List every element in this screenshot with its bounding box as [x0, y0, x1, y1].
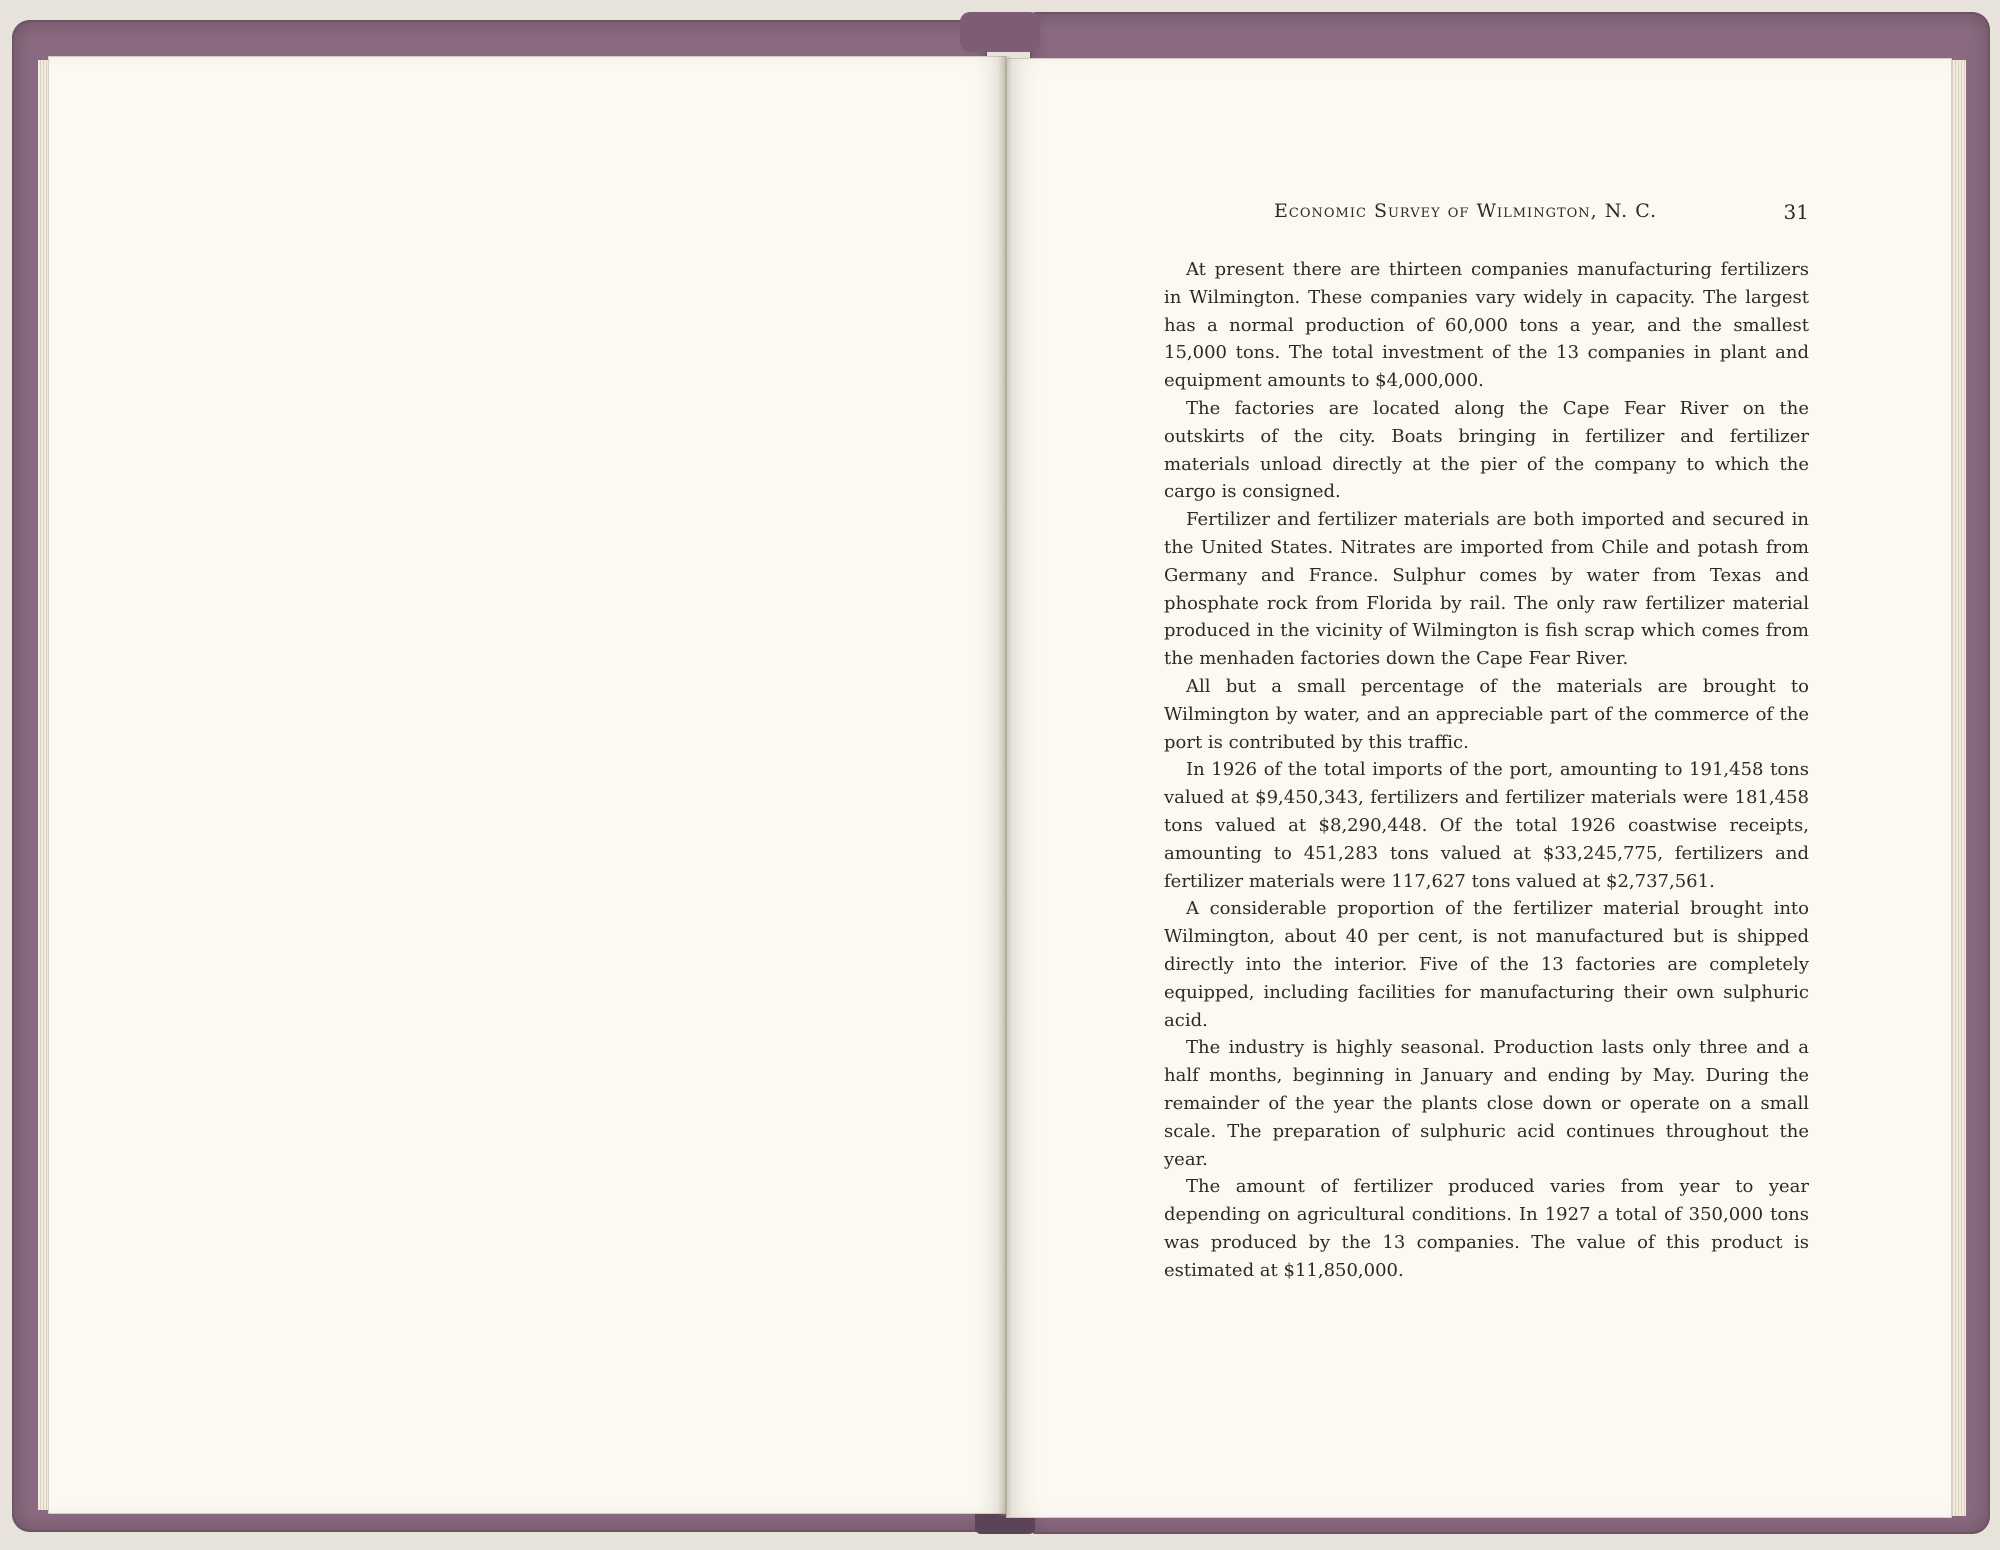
- left-page-edge: [38, 60, 48, 1510]
- paragraph: The industry is highly seasonal. Production lasts only three and a half months, beginning in January and ending by May. During the remainder of the year the plants close down or operate on a small scale. The preparation of sulphuric acid continues throughout the year.: [1164, 1037, 1809, 1170]
- paragraph: All but a small percentage of the materials are brought to Wilmington by water, and an appreciable part of the commerce of the port is contributed by this traffic.: [1164, 675, 1809, 753]
- paragraph: In 1926 of the total imports of the port, amounting to 191,458 tons valued at $9,450,343, fertilizers and fertilizer materials were 181,458 tons valued at $8,290,448. Of the total 1926 coastwise receipts, amounting to 451,283 tons valued at $33,245,775, fertilizers and fertilizer materials were 117,627 tons valued at $2,737,561.: [1164, 759, 1809, 892]
- paragraph: At present there are thirteen companies manufacturing fertilizers in Wilmington. These companies vary widely in capacity. The largest has a normal production of 60,000 tons a year, and the smallest 15,000 tons. The total investment of the 13 companies in plant and equipment amounts to $4,000,000.: [1164, 259, 1809, 392]
- running-head-title: Economic Survey of Wilmington, N. C.: [1274, 200, 1658, 222]
- book-spine-top: [960, 12, 1040, 52]
- body-text: [1164, 256, 1809, 1284]
- book-gutter: [998, 56, 1012, 1516]
- left-page-blank: [48, 56, 1006, 1514]
- right-page-edge: [1952, 60, 1966, 1516]
- paragraph: The factories are located along the Cape Fear River on the outskirts of the city. Boats bringing in fertilizer and fertilizer materials unload directly at the pier of the company to which the cargo is consigned.: [1164, 397, 1809, 503]
- paragraph: Fertilizer and fertilizer materials are both imported and secured in the United States. Nitrates are imported from Chile and potash from Germany and France. Sulphur comes by water from Texas and phosphate rock from Florida by rail. The only raw fertilizer material produced in the vicinity of Wilmington is fish scrap which comes from the menhaden factories down the Cape Fear River.: [1164, 509, 1809, 670]
- paragraph: A considerable proportion of the fertilizer material brought into Wilmington, about 40 per cent, is not manufactured but is shipped directly into the interior. Five of the 13 factories are completely equipped, including facilities for manufacturing their own sulphuric acid.: [1164, 898, 1809, 1031]
- page-number: 31: [1783, 200, 1809, 224]
- paragraph: The amount of fertilizer produced varies from year to year depending on agricultural conditions. In 1927 a total of 350,000 tons was produced by the 13 companies. The value of this product is estimated at $11,850,000.: [1164, 1176, 1809, 1281]
- running-head: [1164, 200, 1809, 230]
